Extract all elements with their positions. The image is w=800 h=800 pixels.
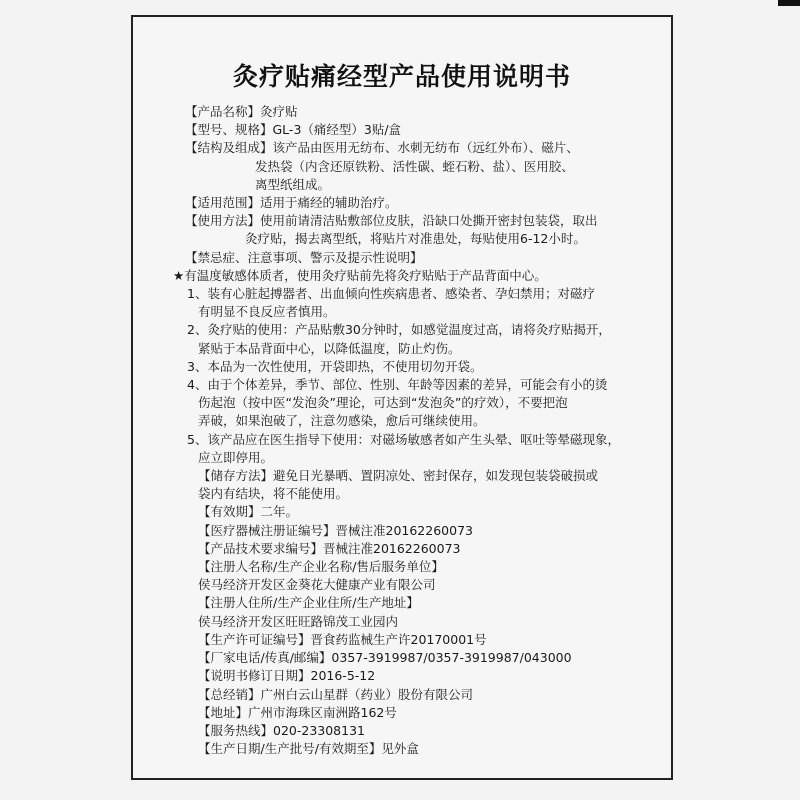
- warning-item-1-cont: 有明显不良反应者慎用。: [198, 304, 336, 320]
- structure-line-cont: 发热袋（内含还原铁粉、活性碳、蛭石粉、盐）、医用胶、: [255, 158, 574, 174]
- warning-item-4-cont: 伤起泡（按中医“发泡灸”理论，可达到“发泡灸”的疗效），不要把泡: [198, 395, 568, 411]
- scope-line: 【适用范围】适用于痛经的辅助治疗。: [185, 195, 398, 211]
- production-license-line: 【生产许可证编号】晋食药监械生产许20170001号: [198, 631, 487, 647]
- distributor-address-line: 【地址】广州市海珠区南洲路162号: [198, 704, 397, 720]
- warning-item-2: 2、灸疗贴的使用：产品贴敷30分钟时，如感觉温度过高，请将灸疗贴揭开，: [187, 322, 611, 338]
- model-spec-line: 【型号、规格】GL-3（痛经型）3贴/盒: [185, 122, 402, 138]
- contact-line: 【厂家电话/传真/邮编】0357-3919987/0357-3919987/043000: [198, 650, 572, 666]
- tech-requirement-line: 【产品技术要求编号】晋械注准20162260073: [198, 540, 461, 556]
- storage-line: 【储存方法】避免日光暴晒、置阴凉处、密封保存，如发现包装袋破损或: [198, 468, 599, 484]
- warning-item-2-cont: 紧贴于本品背面中心，以降低温度，防止灼伤。: [198, 340, 461, 356]
- usage-line: 【使用方法】使用前请清洁贴敷部位皮肤，沿缺口处撕开密封包装袋，取出: [185, 213, 598, 229]
- corner-mark: [778, 0, 800, 6]
- warning-star-line: ★有温度敏感体质者，使用灸疗贴前先将灸疗贴贴于产品背面中心。: [173, 267, 547, 283]
- shelf-life-line: 【有效期】二年。: [198, 504, 299, 520]
- registrant-name: 侯马经济开发区金葵花大健康产业有限公司: [198, 577, 436, 593]
- instruction-sheet-frame: [131, 15, 673, 780]
- distributor-line: 【总经销】广州白云山星群（药业）股份有限公司: [198, 686, 474, 702]
- structure-line-cont: 离型纸组成。: [255, 176, 331, 192]
- warning-item-5: 5、该产品应在医生指导下使用：对磁场敏感者如产生头晕、呕吐等晕磁现象，: [187, 431, 620, 447]
- registrant-address: 侯马经济开发区旺旺路锦茂工业园内: [198, 613, 399, 629]
- warning-item-5-cont: 应立即停用。: [198, 449, 274, 465]
- document-title: 灸疗贴痛经型产品使用说明书: [232, 62, 571, 91]
- registrant-heading: 【注册人名称/生产企业名称/售后服务单位】: [198, 559, 444, 575]
- warning-item-3: 3、本品为一次性使用，开袋即热，不使用切勿开袋。: [187, 358, 483, 374]
- registration-number-line: 【医疗器械注册证编号】晋械注准20162260073: [198, 522, 473, 538]
- revision-date-line: 【说明书修订日期】2016-5-12: [198, 668, 376, 684]
- usage-line-cont: 灸疗贴，揭去离型纸，将贴片对准患处，每贴使用6-12小时。: [245, 231, 586, 247]
- production-date-line: 【生产日期/生产批号/有效期至】见外盒: [198, 741, 419, 757]
- storage-line-cont: 袋内有结块，将不能使用。: [198, 486, 349, 502]
- service-hotline-line: 【服务热线】020-23308131: [198, 722, 365, 738]
- warning-item-4: 4、由于个体差异，季节、部位、性别、年龄等因素的差异，可能会有小的烫: [187, 377, 608, 393]
- warnings-heading: 【禁忌症、注意事项、警示及提示性说明】: [185, 249, 423, 265]
- address-heading: 【注册人住所/生产企业住所/生产地址】: [198, 595, 419, 611]
- structure-line: 【结构及组成】该产品由医用无纺布、水刺无纺布（远红外布）、磁片、: [185, 140, 579, 156]
- warning-item-4-cont: 弄破，如果泡破了，注意勿感染，愈后可继续使用。: [198, 413, 486, 429]
- product-name-line: 【产品名称】灸疗贴: [185, 104, 298, 119]
- instruction-body: [173, 103, 643, 758]
- warning-item-1: 1、装有心脏起搏器者、出血倾向性疾病患者、感染者、孕妇禁用；对磁疗: [187, 286, 595, 302]
